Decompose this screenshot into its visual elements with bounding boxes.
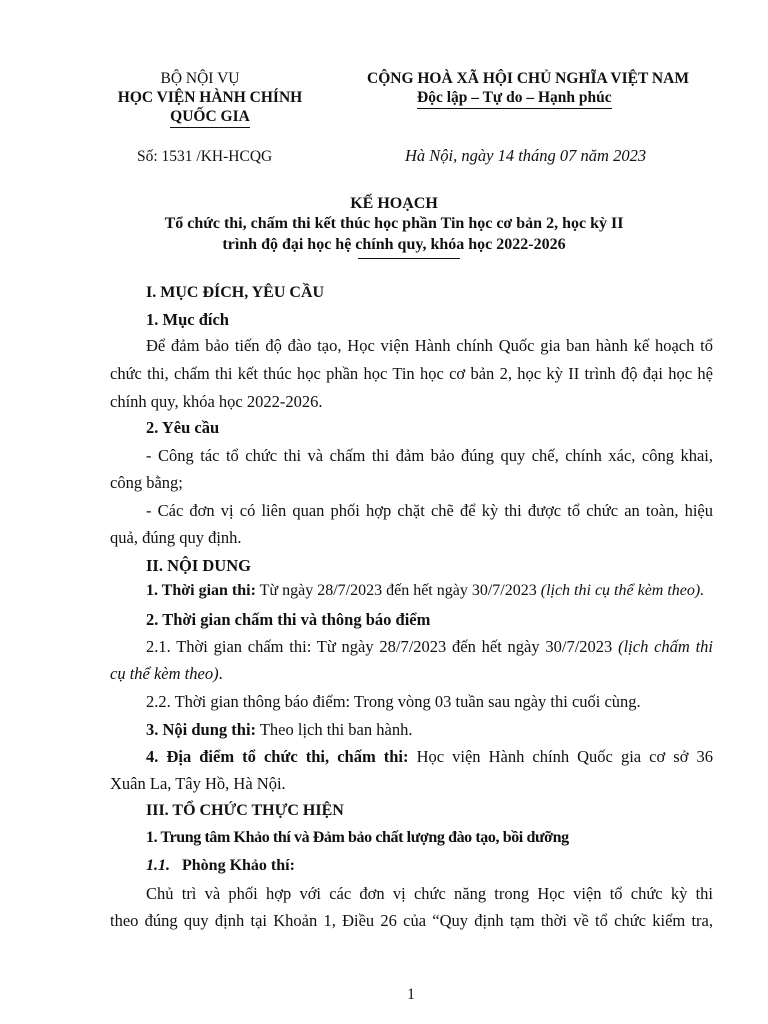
national-motto: [417, 88, 612, 109]
grading-time-note-a: (lịch chấm thi: [618, 637, 713, 656]
purpose-text-line1: Để đảm bảo tiến độ đào tạo, Học viện Hành chính Quốc gia ban hành kế hoạch tổ: [146, 336, 713, 355]
testing-office-text-line1: Chủ trì và phối hợp với các đơn vị chức năng trong Học viện tổ chức kỳ thi: [146, 884, 713, 903]
grading-time-line1: [146, 637, 713, 657]
score-announcement-line: 2.2. Thời gian thông báo điểm: Trong vòng 03 tuần sau ngày thi cuối cùng.: [146, 692, 641, 711]
document-title: KẾ HOẠCH: [350, 195, 438, 212]
exam-time-label: 1. Thời gian thi:: [146, 582, 256, 599]
exam-location-text: Học viện Hành chính Quốc gia cơ sở 36: [408, 747, 713, 766]
exam-location-line2: Xuân La, Tây Hồ, Hà Nội.: [110, 774, 286, 793]
document-number: Số: 1531 /KH-HCQG: [137, 148, 273, 165]
exam-content-label: 3. Nội dung thi:: [146, 720, 257, 739]
section-heading-2: II. NỘI DUNG: [146, 556, 251, 575]
grading-time-end: .: [218, 664, 223, 683]
requirement-2-line1: - Các đơn vị có liên quan phối hợp chặt chẽ để kỳ thi được tổ chức an toàn, hiệu: [146, 501, 713, 520]
exam-location-line1: [146, 747, 713, 767]
exam-time-note: (lịch thi cụ thể kèm theo).: [540, 582, 705, 599]
title-subline-2: trình độ đại học hệ chính quy, khóa học 2022-2026: [222, 236, 566, 253]
issue-date: Hà Nội, ngày 14 tháng 07 năm 2023: [405, 146, 647, 165]
academy-name-line2-text: QUỐC GIA: [170, 107, 250, 128]
grading-time-line2: [110, 664, 223, 684]
exam-time-line: [146, 582, 704, 600]
purpose-text-line2: chức thi, chấm thi kết thúc học phần học Tin học cơ bản 2, học kỳ II trình độ đại học hệ: [110, 364, 713, 383]
exam-content-line: [146, 720, 412, 740]
exam-content-text: Theo lịch thi ban hành.: [256, 720, 413, 739]
academy-name-line2: [100, 107, 320, 128]
grading-time-note-b: cụ thể kèm theo): [110, 664, 219, 683]
testing-office-text-line2: theo đúng quy định tại Khoản 1, Điều 26 của “Quy định tạm thời về tổ chức kiểm tra,: [110, 911, 713, 930]
subheading-requirements: 2. Yêu cầu: [146, 418, 220, 437]
section-heading-1: I. MỤC ĐÍCH, YÊU CẦU: [146, 284, 325, 301]
ministry-name: BỘ NỘI VỤ: [160, 70, 240, 87]
title-underline: [358, 258, 460, 259]
grading-time-text: 2.1. Thời gian chấm thi: Từ ngày 28/7/2023 đến hết ngày 30/7/2023: [146, 637, 619, 656]
subheading-testing-office: [146, 857, 295, 875]
purpose-text-line3: chính quy, khóa học 2022-2026.: [110, 392, 323, 411]
subheading-grading: 2. Thời gian chấm thi và thông báo điểm: [146, 610, 431, 629]
requirement-2-line2: quả, đúng quy định.: [110, 528, 242, 547]
subheading-testing-center: 1. Trung tâm Khảo thí và Đảm bảo chất lượng đào tạo, bồi dưỡng: [146, 829, 569, 846]
testing-office-title: Phòng Khảo thí:: [182, 857, 295, 874]
requirement-1-line1: - Công tác tổ chức thi và chấm thi đảm bảo đúng quy chế, chính xác, công khai,: [146, 446, 713, 465]
academy-name-line1: HỌC VIỆN HÀNH CHÍNH: [117, 89, 303, 106]
country-name: CỘNG HOÀ XÃ HỘI CHỦ NGHĨA VIỆT NAM: [367, 70, 689, 87]
subheading-purpose: 1. Mục đích: [146, 310, 229, 329]
exam-location-label: 4. Địa điểm tổ chức thi, chấm thi:: [146, 747, 409, 766]
national-motto-text: Độc lập – Tự do – Hạnh phúc: [417, 88, 612, 109]
exam-time-text: Từ ngày 28/7/2023 đến hết ngày 30/7/2023: [255, 582, 541, 599]
title-subline-1: Tổ chức thi, chấm thi kết thúc học phần Tin học cơ bản 2, học kỳ II: [164, 215, 624, 232]
section-heading-3: III. TỔ CHỨC THỰC HIỆN: [146, 802, 344, 819]
page-number: 1: [407, 986, 415, 1003]
requirement-1-line2: công bằng;: [110, 473, 183, 492]
testing-office-number: 1.1.: [146, 857, 170, 874]
